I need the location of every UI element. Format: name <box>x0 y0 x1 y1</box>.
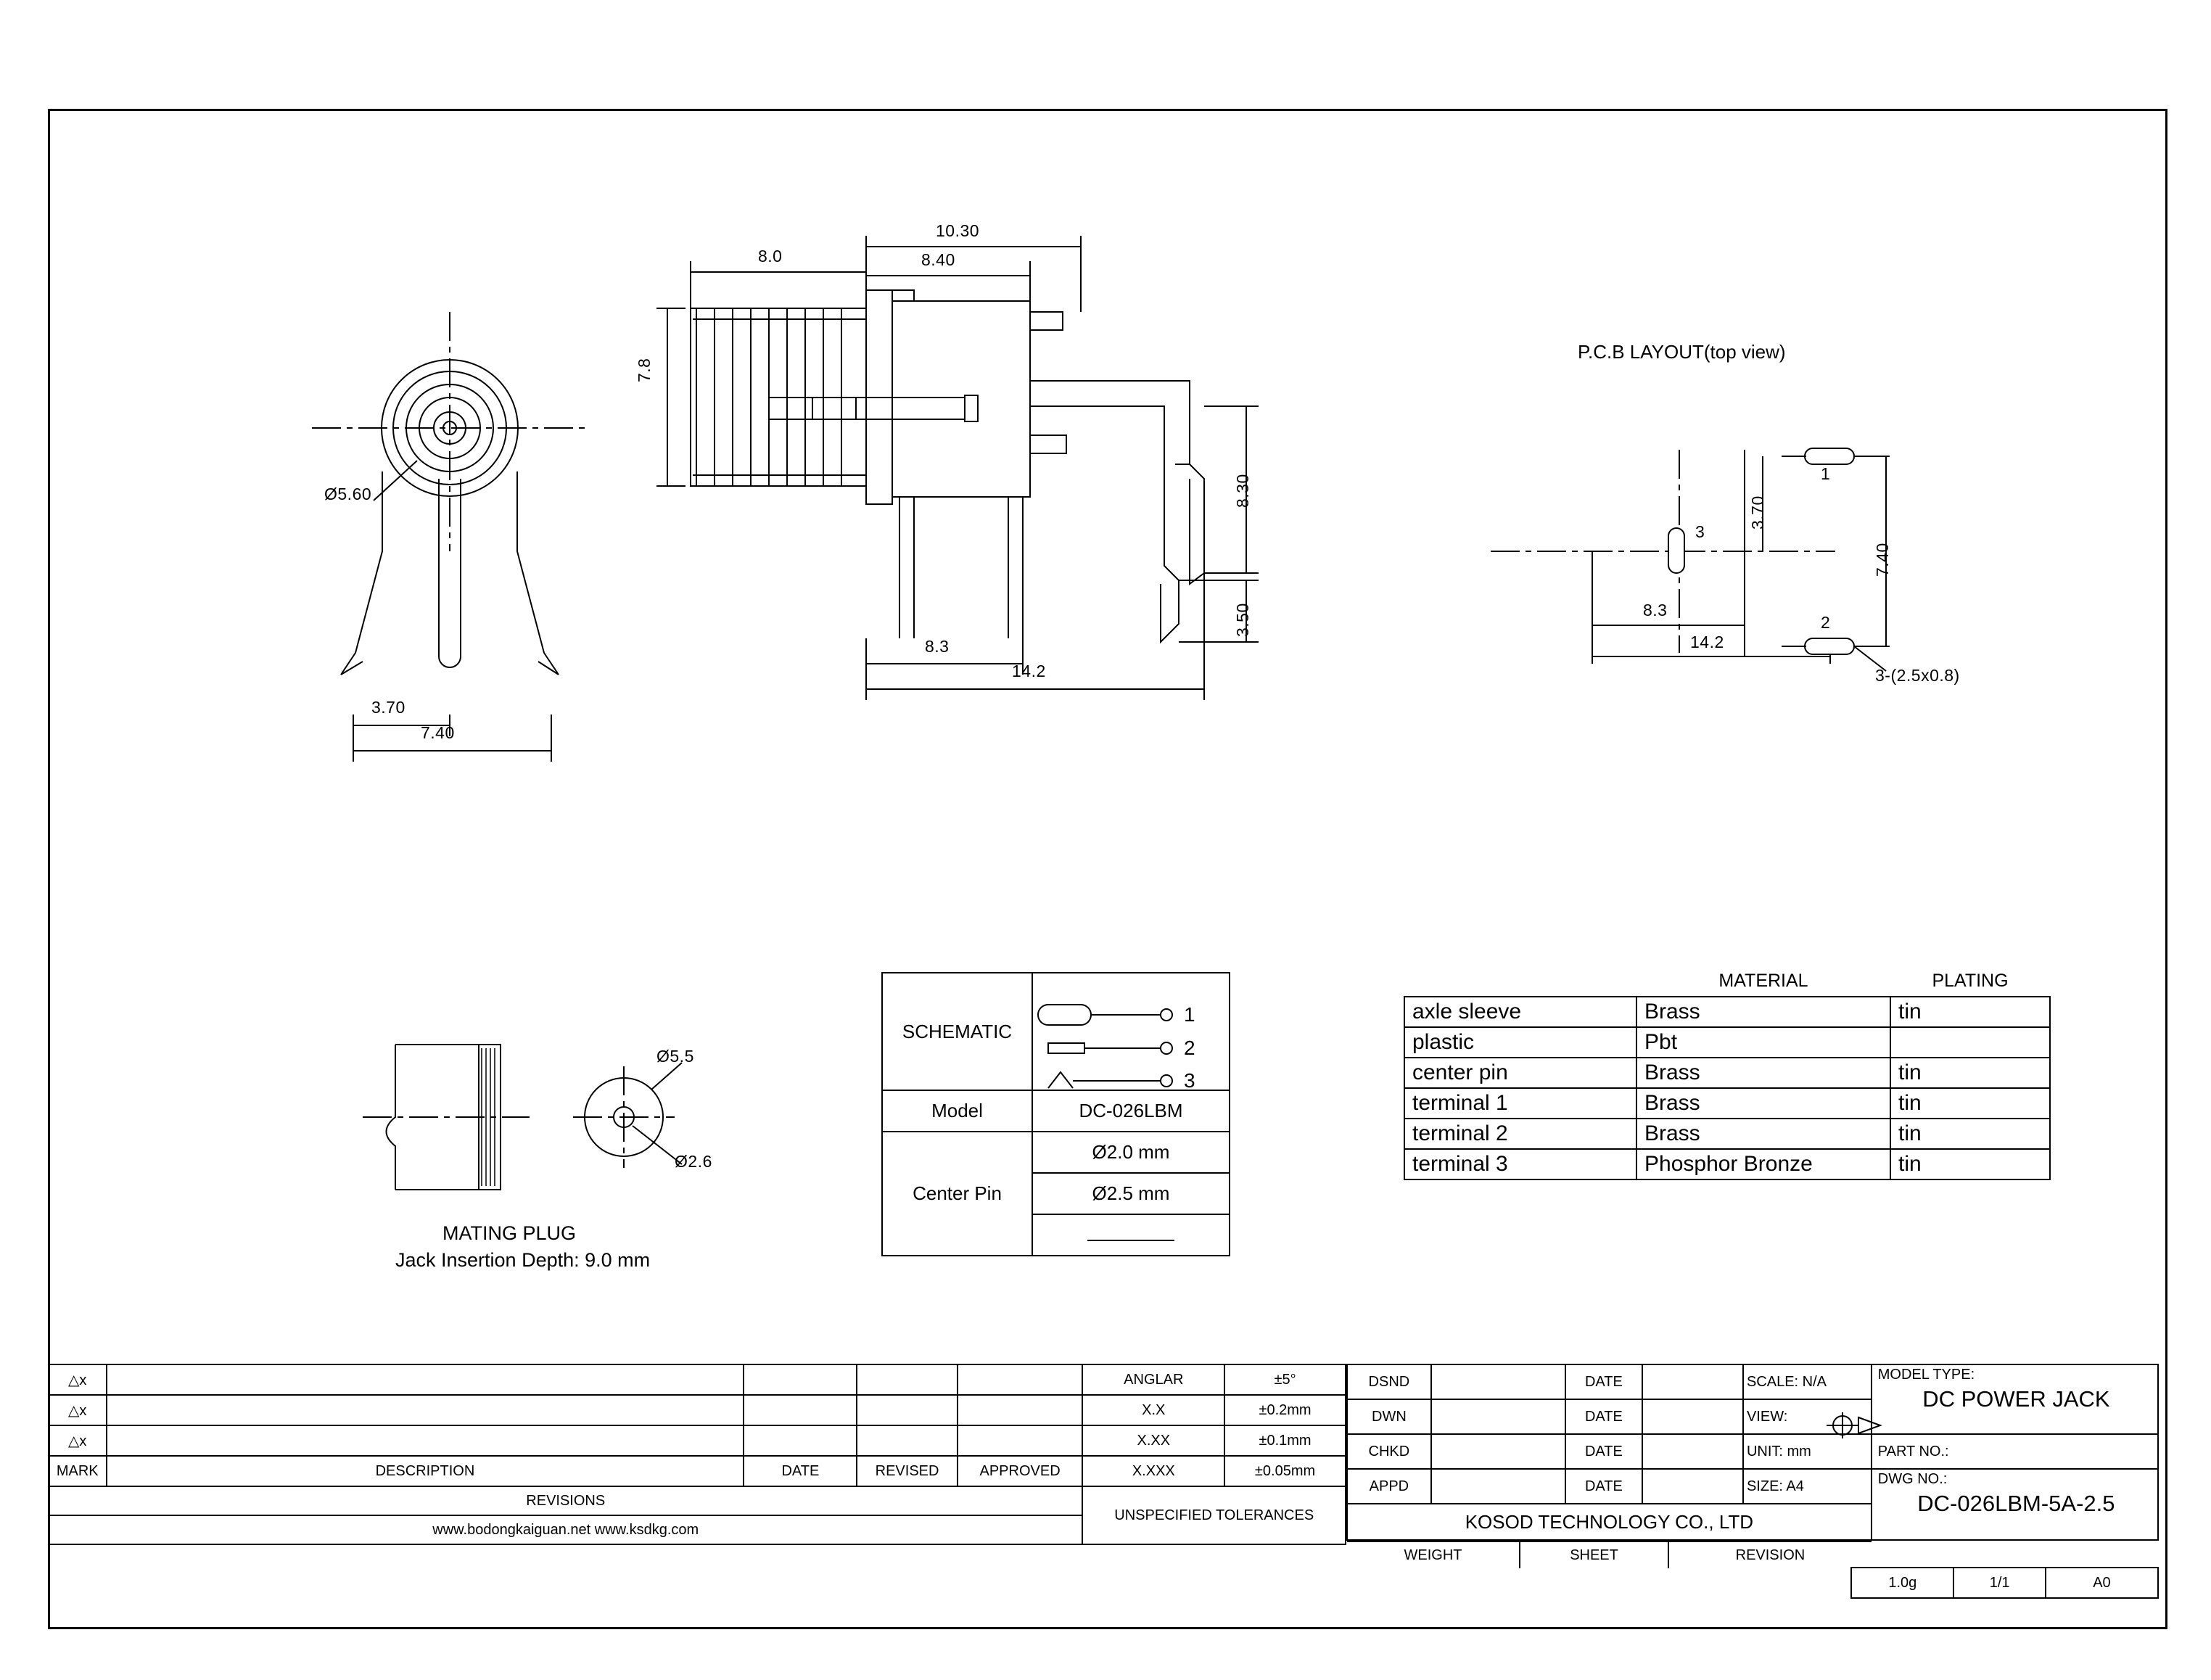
material-part-2: center pin <box>1404 1058 1636 1088</box>
center-pin-value-2: Ø2.5 mm <box>1032 1173 1230 1214</box>
approval-role-2: CHKD <box>1347 1434 1431 1469</box>
approval-role-1: DWN <box>1347 1399 1431 1434</box>
schematic-pin-2: 2 <box>1184 1037 1196 1059</box>
material-plating-2: tin <box>1890 1058 2050 1088</box>
revision-revised-2 <box>857 1425 957 1456</box>
revision-revised-0 <box>857 1364 957 1395</box>
material-material-1: Pbt <box>1636 1027 1890 1058</box>
material-table <box>1404 968 2051 1180</box>
pcb-pin-1-label: 1 <box>1821 464 1831 483</box>
unit-field: UNIT: mm <box>1743 1434 1872 1469</box>
tolerance-value-3: ±0.05mm <box>1224 1456 1346 1486</box>
mating-plug-dia-outer: Ø5.5 <box>656 1047 694 1066</box>
title-block <box>48 1364 2159 1599</box>
material-material-5: Phosphor Bronze <box>1636 1149 1890 1179</box>
material-plating-0: tin <box>1890 997 2050 1027</box>
material-plating-1 <box>1890 1027 2050 1058</box>
side-view-dim-1030: 10.30 <box>936 221 980 240</box>
approval-date-label-0: DATE <box>1565 1364 1642 1399</box>
approval-date-2 <box>1642 1434 1743 1469</box>
revision-header-description: DESCRIPTION <box>107 1456 744 1486</box>
revision-header-date: DATE <box>744 1456 857 1486</box>
pcb-dim-142: 14.2 <box>1690 633 1724 651</box>
material-table-header-1: MATERIAL <box>1718 971 1808 991</box>
revision-header-revised: REVISED <box>857 1456 957 1486</box>
schematic-pin-1: 1 <box>1184 1003 1196 1026</box>
schematic-pin-3: 3 <box>1184 1069 1196 1092</box>
tolerance-value-0: ±5° <box>1224 1364 1346 1395</box>
material-material-4: Brass <box>1636 1119 1890 1149</box>
approval-role-3: APPD <box>1347 1469 1431 1504</box>
approval-date-label-3: DATE <box>1565 1469 1642 1504</box>
approval-date-0 <box>1642 1364 1743 1399</box>
front-view-diameter-label: Ø5.60 <box>324 485 372 503</box>
part-no-label: PART NO.: <box>1872 1434 2158 1469</box>
model-type-label: MODEL TYPE: <box>1877 1367 1975 1383</box>
revision-approved-2 <box>958 1425 1083 1456</box>
model-value: DC-026LBM <box>1032 1090 1230 1132</box>
side-view-dim-830: 8.30 <box>1233 474 1252 508</box>
pcb-dim-740: 7.40 <box>1873 543 1892 577</box>
center-pin-value-3 <box>1032 1214 1230 1256</box>
pcb-dim-370: 3.70 <box>1748 495 1767 530</box>
revision-mark-0: △x <box>49 1364 107 1395</box>
revisions-label: REVISIONS <box>49 1486 1082 1515</box>
tolerance-value-2: ±0.1mm <box>1224 1425 1346 1456</box>
revision-mark-2: △x <box>49 1425 107 1456</box>
revision-header-mark: MARK <box>49 1456 107 1486</box>
scale-field: SCALE: N/A <box>1743 1364 1872 1399</box>
revision-approved-0 <box>958 1364 1083 1395</box>
websites-label: www.bodongkaiguan.net www.ksdkg.com <box>49 1515 1082 1544</box>
material-material-2: Brass <box>1636 1058 1890 1088</box>
approval-date-label-2: DATE <box>1565 1434 1642 1469</box>
center-pin-label: Center Pin <box>882 1132 1032 1256</box>
tolerance-name-2: X.XX <box>1082 1425 1224 1456</box>
material-part-5: terminal 3 <box>1404 1149 1636 1179</box>
tolerance-name-3: X.XXX <box>1082 1456 1224 1486</box>
revision-revised-1 <box>857 1395 957 1425</box>
table-row <box>1404 1027 2050 1058</box>
side-view-dim-350: 3.50 <box>1233 603 1252 637</box>
mating-plug-depth-label: Jack Insertion Depth: 9.0 mm <box>395 1249 651 1271</box>
revision-label: REVISION <box>1668 1541 1872 1568</box>
table-row <box>1404 1088 2050 1119</box>
dwg-no-value: DC-026LBM-5A-2.5 <box>1917 1491 2115 1516</box>
dwg-no-label: DWG NO.: <box>1877 1471 1948 1487</box>
pcb-layout-title: P.C.B LAYOUT(top view) <box>1578 341 1786 363</box>
revision-date-2 <box>744 1425 857 1456</box>
approval-date-3 <box>1642 1469 1743 1504</box>
revision-description-0 <box>107 1364 744 1395</box>
approval-name-1 <box>1431 1399 1565 1434</box>
side-view-dim-78: 7.8 <box>635 358 654 382</box>
revision-approved-1 <box>958 1395 1083 1425</box>
revision-description-2 <box>107 1425 744 1456</box>
schematic-table <box>881 972 1230 1256</box>
tolerance-value-1: ±0.2mm <box>1224 1395 1346 1425</box>
revision-date-1 <box>744 1395 857 1425</box>
revision-mark-1: △x <box>49 1395 107 1425</box>
side-view-dim-80: 8.0 <box>758 247 783 265</box>
front-view-dim-740: 7.40 <box>421 723 455 742</box>
approval-date-label-1: DATE <box>1565 1399 1642 1434</box>
approval-name-3 <box>1431 1469 1565 1504</box>
material-part-4: terminal 2 <box>1404 1119 1636 1149</box>
center-pin-value-1: Ø2.0 mm <box>1032 1132 1230 1173</box>
front-view-dim-370: 3.70 <box>371 698 405 717</box>
revision-value: A0 <box>2046 1568 2158 1598</box>
sheet-label: SHEET <box>1520 1541 1668 1568</box>
table-row <box>1404 1119 2050 1149</box>
approval-date-1 <box>1642 1399 1743 1434</box>
view-field: VIEW: <box>1743 1399 1872 1434</box>
company-name: KOSOD TECHNOLOGY CO., LTD <box>1347 1504 1872 1540</box>
material-material-3: Brass <box>1636 1088 1890 1119</box>
pcb-pin-2-label: 2 <box>1821 613 1831 632</box>
material-material-0: Brass <box>1636 997 1890 1027</box>
tolerance-title: UNSPECIFIED TOLERANCES <box>1082 1486 1346 1544</box>
revision-description-1 <box>107 1395 744 1425</box>
side-view-dim-83: 8.3 <box>925 637 950 656</box>
material-plating-5: tin <box>1890 1149 2050 1179</box>
material-table-header-0 <box>1404 968 1636 997</box>
size-field: SIZE: A4 <box>1743 1469 1872 1504</box>
schematic-title: SCHEMATIC <box>882 973 1032 1090</box>
approval-name-0 <box>1431 1364 1565 1399</box>
sheet-value: 1/1 <box>1953 1568 2045 1598</box>
tolerance-name-1: X.X <box>1082 1395 1224 1425</box>
material-plating-3: tin <box>1890 1088 2050 1119</box>
pcb-pin-3-label: 3 <box>1695 522 1705 541</box>
pcb-dim-83: 8.3 <box>1643 601 1668 619</box>
table-row <box>1404 1058 2050 1088</box>
material-part-0: axle sleeve <box>1404 997 1636 1027</box>
revision-header-approved: APPROVED <box>958 1456 1083 1486</box>
side-view-dim-840: 8.40 <box>921 250 955 269</box>
table-row <box>1404 997 2050 1027</box>
mating-plug-label: MATING PLUG <box>442 1222 577 1244</box>
material-table-header-2: PLATING <box>1932 971 2009 991</box>
approval-name-2 <box>1431 1434 1565 1469</box>
tolerance-name-0: ANGLAR <box>1082 1364 1224 1395</box>
material-part-3: terminal 1 <box>1404 1088 1636 1119</box>
weight-value: 1.0g <box>1851 1568 1953 1598</box>
material-plating-4: tin <box>1890 1119 2050 1149</box>
mating-plug-dia-inner: Ø2.6 <box>675 1152 712 1171</box>
model-type-value: DC POWER JACK <box>1922 1386 2110 1412</box>
revision-date-0 <box>744 1364 857 1395</box>
approval-role-0: DSND <box>1347 1364 1431 1399</box>
pcb-pad-note: 3-(2.5x0.8) <box>1875 666 1960 685</box>
weight-label: WEIGHT <box>1347 1541 1520 1568</box>
table-row <box>1404 1149 2050 1179</box>
material-part-1: plastic <box>1404 1027 1636 1058</box>
side-view-dim-142: 14.2 <box>1012 662 1046 680</box>
model-label: Model <box>882 1090 1032 1132</box>
